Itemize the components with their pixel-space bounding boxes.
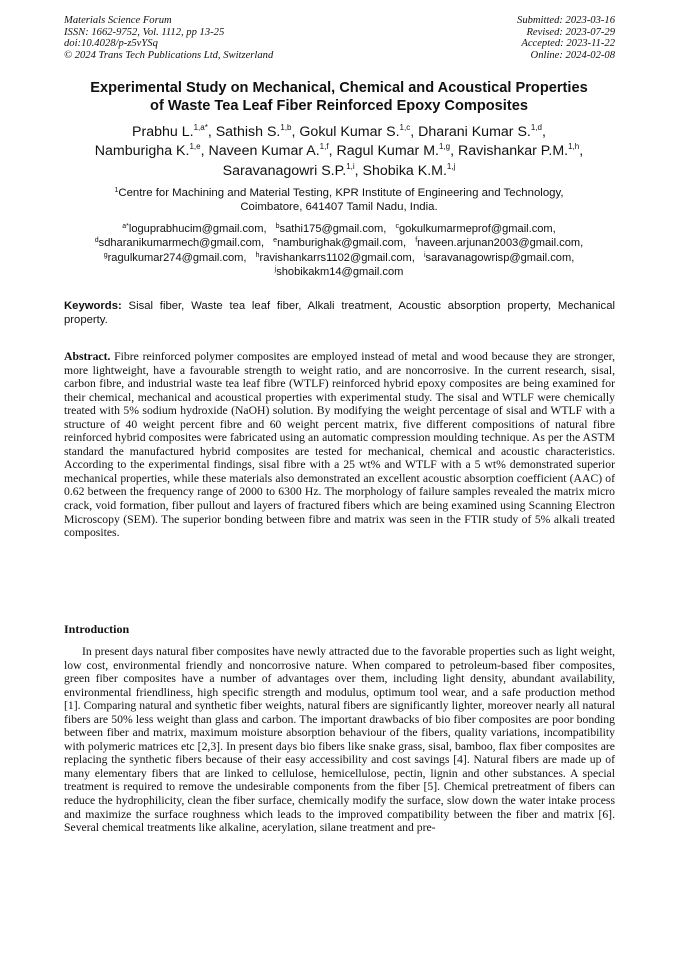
header-issn: ISSN: 1662-9752, Vol. 1112, pp 13-25 xyxy=(64,26,225,38)
keywords-label: Keywords: xyxy=(64,300,122,312)
affiliation-line-2: Coimbatore, 641407 Tamil Nadu, India. xyxy=(240,201,438,214)
keywords xyxy=(64,299,615,328)
author-email[interactable]: $^c$gokulkumarmeprof@gmail.com, xyxy=(395,223,556,235)
abstract-label: Abstract. xyxy=(64,350,111,363)
title-line-1: Experimental Study on Mechanical, Chemical and Acoustical Properties xyxy=(90,80,588,96)
email-list xyxy=(50,222,628,280)
abstract xyxy=(64,350,615,540)
abstract-text: Fibre reinforced polymer composites are employed instead of metal and wood because they are stronger, more lightweight, have a favourable strength to weight ratio, and are noncorrosive. In the current research, sisal, carbon fibre, and industrial waste tea leaf fibre (WTLF) reinforced hybrid epoxy composites are being examined for their chemical, mechanical and acoustical properties with experimental study. The sisal and WTLF were chemically treated with 5% sodium hydroxide (NaOH) solution. By modifying the weight percentage of sisal and WTLF with a structure of 40 weight percent fibre and 60 weight percent matrix, five different compositions of natural fibre reinforced hybrid composites were fabricated using an automatic compression moulding technique. As per the ASTM standard the manufactured hybrid composites are tested for mechanical, chemical and acoustic characteristics. According to the experimental findings, sisal fibre with a 25 wt% and WTLF with a 5 wt% demonstrated superior mechanical properties, while these materials also demonstrated an excellent acoustic absorption coefficient (AAC) of 0.62 between the frequency range of 2000 to 6300 Hz. The morphology of failure samples revealed the matrix micro crack, void formation, fiber pullout and layers of fractured fibers which are being examined using Scanning Electron Microscopy (SEM). The superior bonding between fibre and matrix was seen in the FTIR study of 5% alkali treated composites. xyxy=(64,350,615,540)
author-email[interactable]: $^h$ravishankarrs1102@gmail.com, xyxy=(255,251,415,264)
header-online: Online: 2024-02-08 xyxy=(530,50,615,62)
author: Naveen Kumar A.$^{1,f}$, xyxy=(208,142,337,160)
author-list xyxy=(30,123,648,181)
author: Dharani Kumar S.$^{1,d}$, xyxy=(418,123,546,140)
author-email[interactable]: $^g$ragulkumar274@gmail.com, xyxy=(103,251,247,264)
header-publication-info xyxy=(64,15,273,62)
title-line-2: of Waste Tea Leaf Fiber Reinforced Epoxy Composites xyxy=(150,97,528,114)
header-dates xyxy=(517,15,615,62)
introduction-paragraph: In present days natural fiber composites have newly attracted due to the favorable properties such as light weight, low cost, environmental friendly and noncorrosive nature. When compared to petroleum-based fiber composites, green fiber composites have a number of advantages over them, including light density, abundant availability, environmental friendliness, high specific strength and modulus, optimum tool wear, and a safe production method [1]. Comparing natural and synthetic fiber weights, natural fibers are significantly lighter, moreover nearly all natural fibers are 50% less weight than glass and carbon. The important drawbacks of bio fiber composites are poor bonding between fiber and matrix, maximum moisture absorption behaviour of the fibers, quality variations, incompatibility with polymeric matrices etc [2,3]. In present days bio fibers like snake grass, sisal, bamboo, flax fiber composites are replacing the synthetic fibers because of their easy accessibility and cost savings [4]. Natural fibers are made up of many elementary fibers that are linked to cellulose, hemicellulose, pectin, lignin and other substances. A special treatment is required to remove the undesirable components from the fiber [5]. Chemical pretreatment of fibers can reduce the hydrophilicity, clean the fiber surface, chemically modify the surface, slow down the water intake process and maximize the surface roughness which leads to the improved compatibility between the fiber and matrix [6]. Several chemical treatments like alkaline, acerylation, silane treatment and pre- xyxy=(64,645,615,835)
section-heading-introduction: Introduction xyxy=(64,622,130,636)
affiliation xyxy=(60,186,618,215)
keywords-text: Sisal fiber, Waste tea leaf fiber, Alkali treatment, Acoustic absorption property, Mechanical property. xyxy=(64,300,615,327)
author: Shobika K.M.$^{1,j}$ xyxy=(362,161,456,179)
header-accepted: Accepted: 2023-11-22 xyxy=(521,38,615,50)
affiliation-line-1: Centre for Machining and Material Testing, KPR Institute of Engineering and Technology, xyxy=(118,187,564,199)
author-email[interactable]: $^i$saravanagowrisp@gmail.com, xyxy=(423,251,575,264)
author-email[interactable]: $^b$sathi175@gmail.com, xyxy=(275,223,387,235)
author: Gokul Kumar S.$^{1,c}$, xyxy=(299,123,419,140)
author: Namburigha K.$^{1,e}$, xyxy=(94,142,209,160)
author: Ragul Kumar M.$^{1,g}$, xyxy=(336,142,458,160)
author-email[interactable]: $^j$shobikakm14@gmail.com xyxy=(274,266,404,279)
author-email[interactable]: $^f$naveen.arjunan2003@gmail.com, xyxy=(415,237,584,250)
header-doi: doi:10.4028/p-z5vYSq xyxy=(64,38,158,50)
paper-title xyxy=(40,80,638,115)
header-journal-name: Materials Science Forum xyxy=(64,15,172,26)
author: Prabhu L.$^{1,a*}$, xyxy=(132,123,216,140)
author-email[interactable]: $^d$sdharanikumarmech@gmail.com, xyxy=(94,237,265,250)
affiliation-marker: 1 xyxy=(114,187,119,194)
header-submitted: Submitted: 2023-03-16 xyxy=(517,15,615,26)
author-email[interactable]: $^{a*}$loguprabhucim@gmail.com, xyxy=(122,223,267,235)
author-email[interactable]: $^e$namburighak@gmail.com, xyxy=(273,237,407,250)
header-revised: Revised: 2023-07-29 xyxy=(526,26,615,38)
header-copyright: © 2024 Trans Tech Publications Ltd, Switzerland xyxy=(64,50,274,62)
author: Saravanagowri S.P.$^{1,i}$, xyxy=(222,161,363,179)
journal-header xyxy=(64,15,615,65)
author: Ravishankar P.M.$^{1,h}$, xyxy=(457,142,584,160)
author: Sathish S.$^{1,b}$, xyxy=(215,123,300,140)
